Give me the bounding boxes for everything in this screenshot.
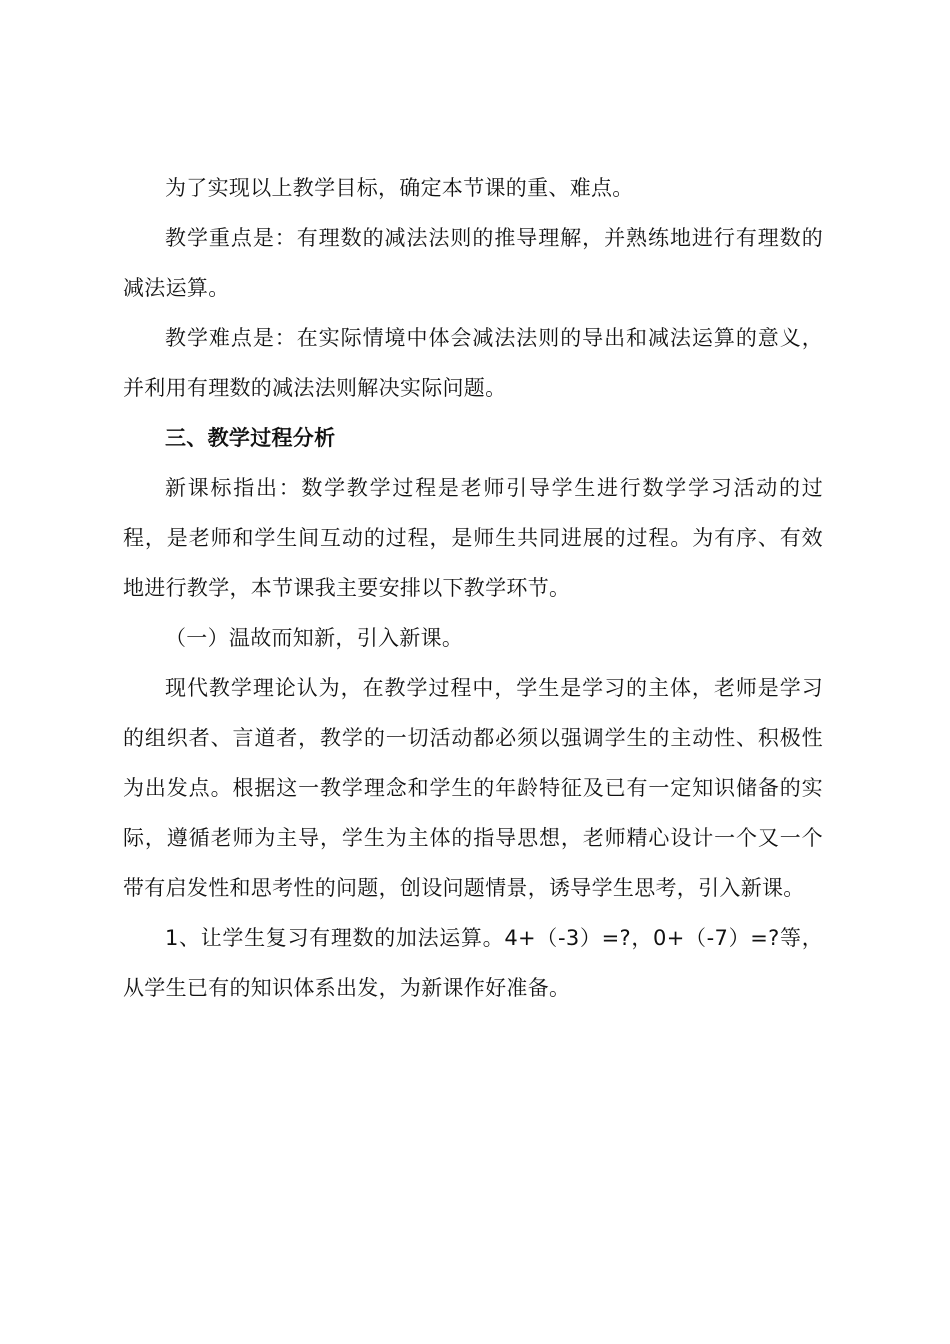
paragraph-teaching-difficulty: 教学难点是：在实际情境中体会减法法则的导出和减法运算的意义，并利用有理数的减法法则解决实际问题。	[123, 326, 823, 400]
paragraph-curriculum-standard: 新课标指出：数学教学过程是老师引导学生进行数学学习活动的过程，是老师和学生间互动的过程，是师生共同进展的过程。为有序、有效地进行教学，本节课我主要安排以下教学环节。	[123, 476, 823, 600]
document-page	[123, 163, 823, 1013]
paragraph-teaching-focus: 教学重点是：有理数的减法法则的推导理解，并熟练地进行有理数的减法运算。	[123, 226, 823, 300]
paragraph-modern-theory: 现代教学理论认为，在教学过程中，学生是学习的主体，老师是学习的组织者、言道者，教学的一切活动都必须以强调学生的主动性、积极性为出发点。根据这一教学理念和学生的年龄特征及已有一定知识储备的实际，遵循老师为主导，学生为主体的指导思想，老师精心设计一个又一个带有启发性和思考性的问题，创设问题情景，诱导学生思考，引入新课。	[123, 676, 823, 900]
paragraph-review-addition: 1、让学生复习有理数的加法运算。4+（-3）=?，0+（-7）=?等，从学生已有的知识体系出发，为新课作好准备。	[123, 926, 823, 1000]
paragraph-key-points-intro: 为了实现以上教学目标，确定本节课的重、难点。	[165, 176, 634, 200]
subsection-heading-review: （一）温故而知新，引入新课。	[165, 626, 464, 650]
section-heading-teaching-process: 三、教学过程分析	[165, 426, 336, 450]
